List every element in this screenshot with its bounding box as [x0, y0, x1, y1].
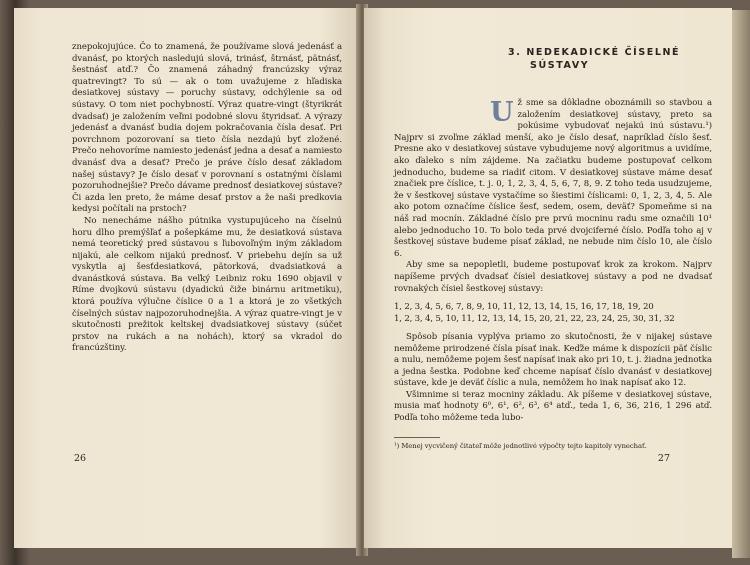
left-page: [14, 8, 360, 548]
footnote: ¹) Menej vycvičený čitateľ môže jednotlivé výpočty tejto kapitoly vynechať.: [394, 441, 647, 450]
right-page-text: [394, 98, 712, 451]
right-paragraph-3: Spôsob písania vyplýva priamo zo skutočnosti, že v nijakej sústave nemôžeme prirodzené čísla písať inak. Keďže máme k dispozícii päť číslic a nulu, nemôžeme pojem šesť napísať inak ako pri 10, t. j. žiadna jednotka a jedna šestka. Podobne keď chceme napísať číslo dvanásť v desiatkovej sústave, kde je deväť číslic a nula, nemôžem ho inak napísať ako 12.: [394, 331, 712, 389]
right-paragraph-4: Všimnime si teraz mocniny základu. Ak píšeme v desiatkovej sústave, musia mať hodnoty 6⁰, 6¹, 6², 6³, 6⁴ atď., teda 1, 6, 36, 216, 1 296 atď. Podľa toho môžeme teda lubo-: [394, 389, 712, 424]
left-paragraph-2: No nenecháme nášho pútnika vystupujúceho na číselnú horu dlho premýšľať a pošepkáme mu, že desiatková sústava nemá teoretický pred sústavou s ľubovoľným iným základom nijakú, ale celkom nijakú prednosť. V priebehu dejín sa už vyskytla aj šesťdesiatková, pätorková, dvadsiatková a dvanástková sústava. Ba veľký Leibniz roku 1690 objavil v Ríme dvojkovú sústavu (dyadickú čiže binárnu aritmetiku), ktorá používa výlučne číslice 0 a 1 a ktorá je zo všetkých číselných sústav najpozoruhodnejšia. A výraz quatre-vingt je v skutočnosti prežitok keltskej dvadsiatkovej sústavy (súčet prstov na rukách a na nohách), ktorý sa vkradol do francúzštiny.: [72, 215, 342, 354]
right-page-number: 27: [657, 453, 670, 464]
page-edge: [732, 10, 750, 558]
footnote-rule: [394, 437, 440, 438]
senary-sequence: 1, 2, 3, 4, 5, 10, 11, 12, 13, 14, 15, 20, 21, 22, 23, 24, 25, 30, 31, 32: [394, 313, 675, 324]
drop-cap: U: [490, 97, 514, 128]
left-page-number: 26: [74, 453, 87, 464]
chapter-heading: [508, 46, 712, 72]
decimal-sequence: 1, 2, 3, 4, 5, 6, 7, 8, 9, 10, 11, 12, 13, 14, 15, 16, 17, 18, 19, 20: [394, 302, 654, 313]
right-paragraph-2: Aby sme sa nepopletli, budeme postupovať krok za krokom. Najprv napíšeme prvých dvadsať čísiel desiatkovej sústavy a pod ne dvadsať rovnakých čísiel šestkovej sústavy:: [394, 260, 712, 294]
right-page: [364, 8, 732, 548]
heading-line-2: SÚSTAVY: [530, 60, 590, 71]
left-paragraph-1: znepokojujúce. Čo to znamená, že používame slová jedenásť a dvanásť, po ktorých nasledujú slová, trinásť, štrnásť, pätnásť, šestnásť atď.? Čo znamená záhadný francúzsky výraz quatrevingt? To sú — ak o tom uvažujeme z hľadiska desiatkovej sústavy — poruchy sústavy, odchýlenie sa od sústavy. O tom niet pochybností. Výraz quatre-vingt (štyrikrát dvadsať) je založením veľmi podobné slovu štyridsať. A výrazy jedenásť a dvanásť budia dojem pokračovania čísla desať. Pri povrchnom pozorovaní sa tieto čísla nezdajú byť zložené. Prečo nehovoríme namiesto jedenásť jedna a desať a namiesto dvanásť dva a desať? Prečo je práve číslo desať základom našej sústavy? Je číslo desať v porovnaní s ostatnými číslami pozoruhodnejšie? Prečo dávame prednosť desiatkovej sústave? Či azda len preto, že máme desať prstov a že naši predkovia kedysi počítali na prstoch?: [72, 42, 342, 215]
right-paragraph-1: ž sme sa dôkladne oboznámili so stavbou a založením desiatkovej sústavy, preto sa pokúsime vybudovať nejakú inú sústavu.¹) Najprv si zvoľme základ menší, ako je číslo desať, napríklad číslo šesť. Presne ako v desiatkovej sústave vybudujeme nový algoritmus a uvidíme, ako ďaleko s ním zájdeme. Na začiatku budeme postupovať celkom jednoducho, budeme sa riadiť citom. V desiatkovej sústave máme desať značiek pre číslice, t. j. 0, 1, 2, 3, 4, 5, 6, 7, 8, 9. Z toho teda usudzujeme, že v šestkovej sústave vystačíme so šiestimi číslicami: 0, 1, 2, 3, 4, 5. Ale ako potom označíme číslice šesť, sedem, osem, deväť? Spomeňme si na náš rad mocnín. Základné číslo pre prvú mocninu radu sme označili 10¹ alebo jednoducho 10. To bolo teda prvé dvojciferné číslo. Podľa toho aj v šestkovej sústave budeme písať základ, ne nebude nim číslo 10, ale číslo 6.: [394, 98, 712, 259]
number-sequence: [394, 302, 712, 325]
left-page-text: [72, 42, 342, 355]
heading-line-1: 3. NEDEKADICKÉ ČÍSELNÉ: [508, 47, 681, 58]
